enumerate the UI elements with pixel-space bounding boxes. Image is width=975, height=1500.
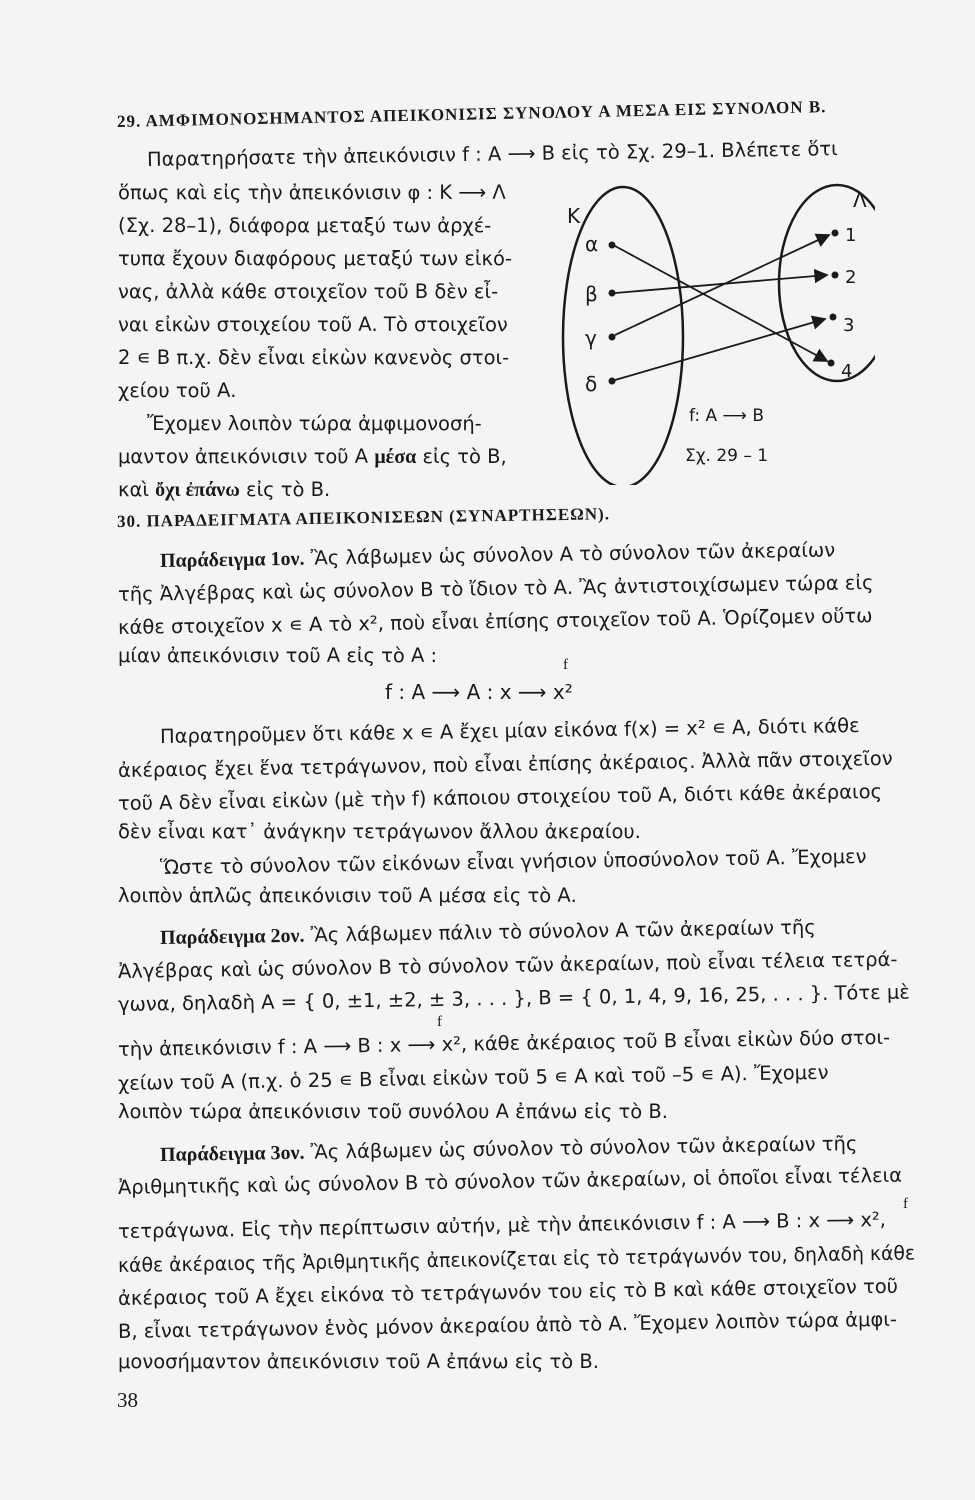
- ex1b-line-6: λοιπὸν ἁπλῶς ἀπεικόνισιν τοῦ Α μέσα εἰς τὸ Α.: [118, 884, 577, 907]
- ex3-line-5: ἀκέραιος τοῦ Α ἔχει εἰκόνα τὸ τετράγωνόν του εἰς τὸ Β καὶ κάθε στοιχεῖον τοῦ: [117, 1274, 899, 1310]
- ex3-formula-f-label: f: [903, 1196, 908, 1212]
- page-number: 38: [117, 1388, 138, 1412]
- set-k-ellipse: [563, 187, 683, 485]
- set-l-ellipse: [779, 185, 875, 381]
- ex3-line-1: [160, 1134, 858, 1165]
- ex1-line-2: τῆς Ἀλγέβρας καὶ ὡς σύνολον Β τὸ ἴδιον τὸ Α. Ἂς ἀντιστοιχίσωμεν τώρα εἰς: [117, 571, 874, 606]
- s29-line-1: Παρατηρήσατε τὴν ἀπεικόνισιν f : Α ⟶ Β εἰς τὸ Σχ. 29–1. Βλέπετε ὅτι: [146, 137, 838, 171]
- ex2-line-1-text: Ἂς λάβωμεν πάλιν τὸ σύνολον Α τῶν ἀκεραίων τῆς: [304, 915, 816, 947]
- ex1b-line-3: τοῦ Α δὲν εἶναι εἰκὼν (μὲ τὴν f) κάποιου στοιχείου τοῦ Α, διότι κάθε ἀκέραιος: [117, 780, 883, 815]
- example-3-title: Παράδειγμα 3ον.: [159, 1141, 305, 1166]
- emphasis-mesa: μέσα: [374, 446, 417, 468]
- point-4: [828, 360, 835, 367]
- ex3-line-7: μονοσήμαντον ἀπεικόνισιν τοῦ Α ἐπάνω εἰς τὸ Β.: [118, 1350, 599, 1373]
- left-element-beta: β: [585, 282, 598, 306]
- ex3-line-1-text: Ἂς λάβωμεν ὡς σύνολον τὸ σύνολον τῶν ἀκεραίων τῆς: [304, 1132, 858, 1164]
- example-1-title: Παράδειγμα 1ον.: [159, 547, 305, 572]
- s29-line-2: ὅπως καὶ εἰς τὴν ἀπεικόνισιν φ : Κ ⟶ Λ: [118, 181, 506, 204]
- ex3-line-2: Ἀριθμητικῆς καὶ ὡς σύνολον Β τὸ σύνολον τῶν ἀκεραίων, οἱ ὁποῖοι εἶναι τέλεια: [117, 1163, 903, 1199]
- formula-1: f : A ⟶ A : x ⟶ x²: [385, 680, 573, 704]
- s29-line-10-text: μαντον ἀπεικόνισιν τοῦ Α: [118, 445, 369, 468]
- s29-line-11-end: εἰς τὸ Β.: [239, 478, 331, 501]
- point-beta: [609, 290, 616, 297]
- s29-line-9: Ἔχομεν λοιπὸν τώρα ἀμφιμονοσή-: [147, 412, 482, 435]
- ex2-line-5: χείων τοῦ Α (π.χ. ὁ 25 ∊ Β εἶναι εἰκὼν τοῦ 5 ∊ A καὶ τοῦ –5 ∊ A). Ἔχομεν: [117, 1060, 829, 1095]
- point-alpha: [609, 242, 616, 249]
- ex2-line-1: [159, 915, 816, 949]
- right-element-4: 4: [841, 361, 853, 382]
- mapping-label: f: A ⟶ B: [689, 406, 764, 426]
- example-2-title: Παράδειγμα 2ον.: [159, 924, 305, 949]
- arrow-alpha-4: [615, 246, 827, 361]
- s29-line-8: χείου τοῦ Α.: [118, 379, 237, 402]
- s29-line-10: [118, 447, 507, 467]
- s29-line-5: νας, ἀλλὰ κάθε στοιχεῖον τοῦ Β δὲν εἶ-: [118, 280, 499, 303]
- ex1-line-3: κάθε στοιχεῖον x ∊ Α τὸ x², ποὺ εἶναι ἐπίσης στοιχεῖον τοῦ Α. Ὁρίζομεν οὕτω: [117, 604, 873, 639]
- ex3-line-3: τετράγωνα. Εἰς τὴν περίπτωσιν αὐτήν, μὲ τὴν ἀπεικόνισιν f : A ⟶ B : x ⟶ x²,: [117, 1207, 887, 1243]
- ex1b-line-2: ἀκέραιος ἔχει ἕνα τετράγωνον, ποὺ εἶναι ἐπίσης ἀκέραιος. Ἀλλὰ πᾶν στοιχεῖον: [117, 746, 893, 782]
- section-30-heading: 30. ΠΑΡΑΔΕΙΓΜΑΤΑ ΑΠΕΙΚΟΝΙΣΕΩΝ (ΣΥΝΑΡΤΗΣΕΩΝ).: [116, 504, 611, 531]
- ex2-line-4: τὴν ἀπεικόνισιν f : A ⟶ B : x ⟶ x², κάθε ἀκέραιος τοῦ Β εἶναι εἰκὼν δύο στοι-: [117, 1025, 891, 1061]
- s29-line-11-start: καὶ: [118, 478, 156, 501]
- ex2-line-6: λοιπὸν τώρα ἀπεικόνισιν τοῦ συνόλου Α ἐπάνω εἰς τὸ Β.: [118, 1100, 668, 1123]
- ex3-line-4: κάθε ἀκέραιος τῆς Ἀριθμητικῆς ἀπεικονίζεται εἰς τὸ τετράγωνόν του, δηλαδὴ κάθε: [117, 1241, 916, 1277]
- s29-line-11: [118, 480, 330, 500]
- point-delta: [609, 378, 616, 385]
- ex1-line-1-text: Ἂς λάβωμεν ὡς σύνολον Α τὸ σύνολον τῶν ἀκεραίων: [304, 538, 836, 570]
- ex1-line-1: [160, 540, 835, 571]
- left-element-alpha: α: [585, 232, 599, 256]
- ex2-formula-f-label: f: [437, 1014, 442, 1030]
- ex1b-line-5: Ὥστε τὸ σύνολον τῶν εἰκόνων εἶναι γνήσιον ὑποσύνολον τοῦ Α. Ἔχομεν: [159, 844, 867, 879]
- s29-line-4: τυπα ἔχουν διαφόρους μεταξύ των εἰκό-: [118, 247, 512, 270]
- emphasis-ochi-epano: ὄχι ἐπάνω: [155, 479, 240, 501]
- left-element-gamma: γ: [585, 326, 597, 350]
- formula-f-label: f: [563, 657, 568, 673]
- right-element-1: 1: [845, 225, 857, 246]
- ex1b-line-1: Παρατηροῦμεν ὅτι κάθε x ∊ Α ἔχει μίαν εἰκόνα f(x) = x² ∊ A, διότι κάθε: [159, 714, 860, 748]
- right-element-2: 2: [845, 267, 857, 288]
- point-2: [832, 272, 839, 279]
- ex2-line-2: Ἀλγέβρας καὶ ὡς σύνολον Β τὸ σύνολον τῶν ἀκεραίων, ποὺ εἶναι τέλεια τετρά-: [117, 947, 898, 983]
- ex1-line-4: μίαν ἀπεικόνισιν τοῦ Α εἰς τὸ Α :: [118, 644, 438, 667]
- s29-line-10-end: εἰς τὸ Β,: [416, 445, 507, 468]
- ex3-line-6: Β, εἶναι τετράγωνον ἑνὸς μόνον ἀκεραίου ἀπὸ τὸ Α. Ἔχομεν λοιπὸν τώρα ἀμφι-: [117, 1307, 898, 1343]
- arrow-gamma-1: [615, 235, 829, 335]
- section-29-heading: 29. ΑΜΦΙΜΟΝΟΣΗΜΑΝΤΟΣ ΑΠΕΙΚΟΝΙΣΙΣ ΣΥΝΟΛΟΥ Α ΜΕΣΑ ΕΙΣ ΣΥΝΟΛΟΝ Β.: [116, 97, 827, 131]
- point-3: [830, 314, 837, 321]
- arrow-beta-2: [615, 275, 827, 293]
- s29-line-6: ναι εἰκὼν στοιχείου τοῦ Α. Τὸ στοιχεῖον: [118, 313, 508, 336]
- point-1: [832, 230, 839, 237]
- figure-29-1: [555, 165, 875, 485]
- s29-line-3: (Σχ. 28–1), διάφορα μεταξύ των ἀρχέ-: [118, 214, 492, 237]
- point-gamma: [609, 334, 616, 341]
- right-element-3: 3: [843, 315, 855, 336]
- left-element-delta: δ: [585, 372, 598, 396]
- s29-line-7: 2 ∊ Β π.χ. δὲν εἶναι εἰκὼν κανενὸς στοι-: [118, 346, 510, 369]
- figure-caption: Σχ. 29 – 1: [685, 446, 769, 466]
- ex1b-line-4: δὲν εἶναι κατ᾽ ἀνάγκην τετράγωνον ἄλλου ἀκεραίου.: [118, 820, 641, 843]
- ex2-line-3: γωνα, δηλαδὴ A = { 0, ±1, ±2, ± 3, . . . }, B = { 0, 1, 4, 9, 16, 25, . . . }. Τότε μὲ: [117, 980, 910, 1016]
- set-l-label: Λ: [853, 188, 867, 212]
- set-k-label: Κ: [567, 204, 581, 228]
